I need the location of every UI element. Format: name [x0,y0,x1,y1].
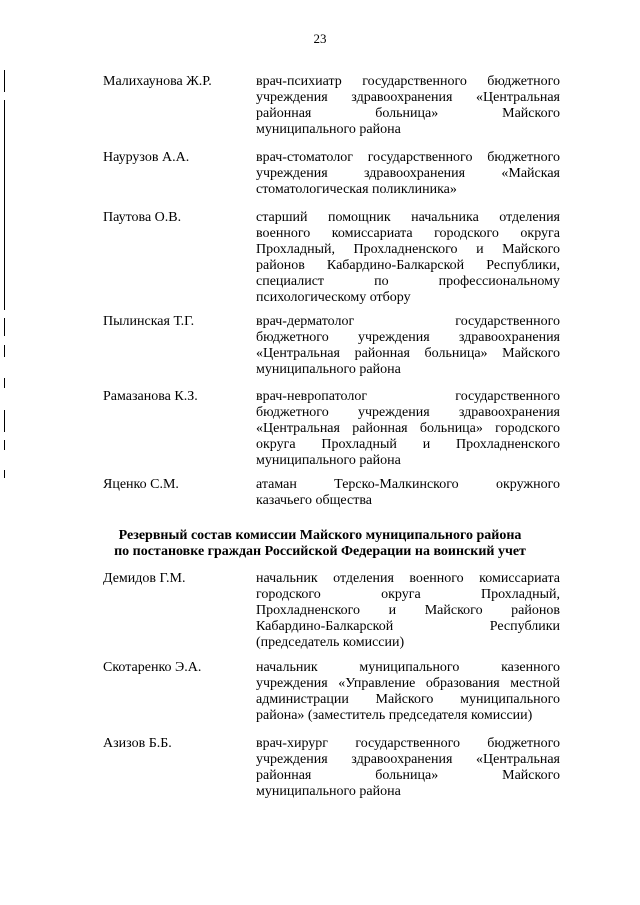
margin-mark [4,470,5,478]
margin-mark [4,378,5,388]
member-position: врач-стоматолог государственного бюджетного учреждения здравоохранения «Майская стоматологическая поликлиника» [256,150,560,197]
member-name: Демидов Г.М. [103,571,186,586]
member-position: старший помощник начальника отделения военного комиссариата городского округа Прохладный, Прохладненского и Майского районов Кабардино-Балкарской Республики, специалист по профессиональному психологическому отбору [256,210,560,305]
member-name: Паутова О.В. [103,210,182,225]
member-name: Азизов Б.Б. [103,736,172,751]
member-position: начальник муниципального казенного учреждения «Управление образования местной администрации Майского муниципального района» (заместитель председателя комиссии) [256,660,560,723]
member-name: Рамазанова К.З. [103,389,198,404]
margin-mark [4,410,5,432]
margin-mark [4,70,5,92]
member-position: врач-дерматолог государственного бюджетного учреждения здравоохранения «Центральная районная больница» Майского муниципального района [256,314,560,377]
member-name: Пылинская Т.Г. [103,314,195,329]
reserve-section-heading: Резервный состав комиссии Майского муниципального района по постановке граждан Российской Федерации на воинский учет [114,528,526,559]
member-position: начальник отделения военного комиссариата городского округа Прохладный, Прохладненского и Майского районов Кабардино-Балкарской Республики (председатель комиссии) [256,571,560,650]
margin-mark [4,440,5,450]
member-name: Скотаренко Э.А. [103,660,202,675]
page-number: 23 [313,31,327,46]
member-name: Яценко С.М. [103,477,179,492]
margin-mark [4,318,5,336]
member-name: Малихаунова Ж.Р. [103,74,212,89]
member-position: врач-хирург государственного бюджетного учреждения здравоохранения «Центральная районная больница» Майского муниципального района [256,736,560,799]
member-position: атаман Терско-Малкинского окружного казачьего общества [256,477,560,508]
member-position: врач-психиатр государственного бюджетного учреждения здравоохранения «Центральная районная больница» Майского муниципального района [256,74,560,137]
margin-mark [4,345,5,357]
margin-mark [4,100,5,310]
member-name: Наурузов А.А. [103,150,190,165]
member-position: врач-невропатолог государственного бюджетного учреждения здравоохранения «Центральная районная больница» городского округа Прохладный и Прохладненского муниципального района [256,389,560,468]
